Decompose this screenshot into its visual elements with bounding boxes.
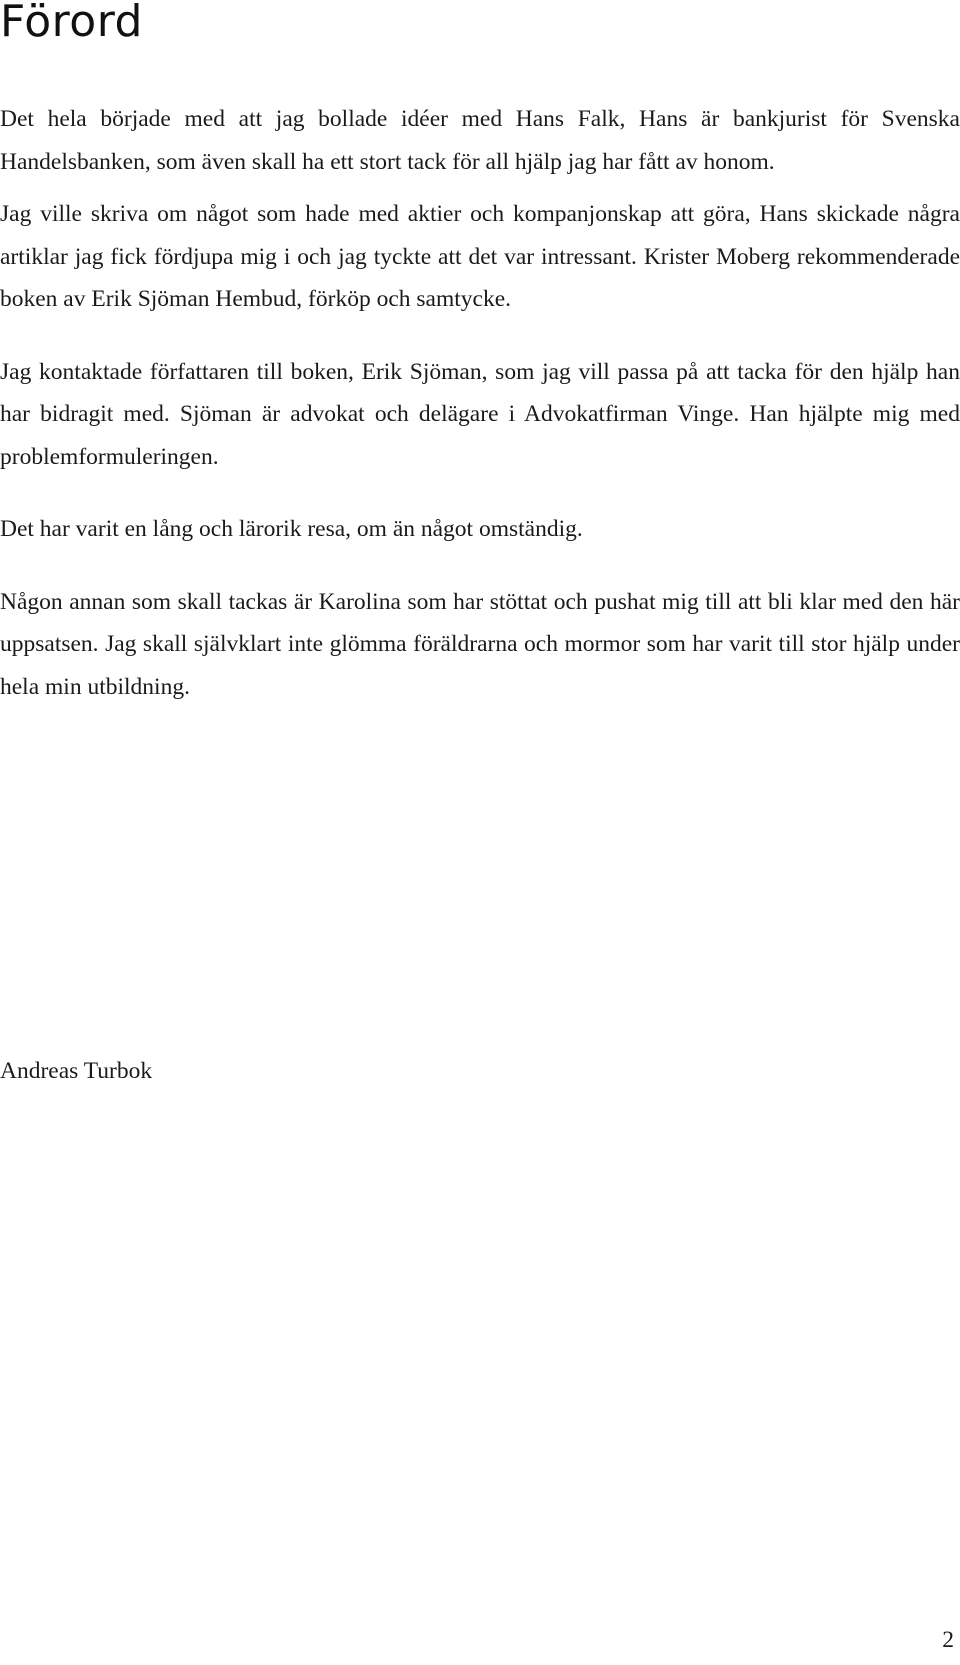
paragraph-journey: Det har varit en lång och lärorik resa, om än något omständig. bbox=[0, 516, 583, 542]
paragraph-topic: Jag ville skriva om något som hade med aktier och kompanjonskap att göra, Hans skickade några artiklar jag fick fördjupa mig i och jag tyckte att det var intressant. Krister Moberg rekommenderade boken av Erik Sjöman Hembud, förköp och samtycke. bbox=[0, 201, 960, 312]
paragraph-intro: Det hela började med att jag bollade idéer med Hans Falk, Hans är bankjurist för Svenska Handelsbanken, som även skall ha ett stort tack för all hjälp jag har fått av honom. bbox=[0, 106, 960, 175]
page-title: Förord bbox=[0, 0, 143, 47]
author-signature: Andreas Turbok bbox=[0, 1058, 153, 1084]
paragraph-thanks: Någon annan som skall tackas är Karolina som har stöttat och pushat mig till att bli klar med den här uppsatsen. Jag skall självklart inte glömma föräldrarna och mormor som har varit till stor hjälp under hela min utbildning. bbox=[0, 588, 960, 700]
page-number: 2 bbox=[942, 1627, 954, 1653]
paragraph-author-contact: Jag kontaktade författaren till boken, Erik Sjöman, som jag vill passa på att tacka för den hjälp han har bidragit med. Sjöman är advokat och delägare i Advokatfirman Vinge. Han hjälpte mig med problemformuleringen. bbox=[0, 358, 960, 470]
foreword-body bbox=[0, 98, 960, 738]
